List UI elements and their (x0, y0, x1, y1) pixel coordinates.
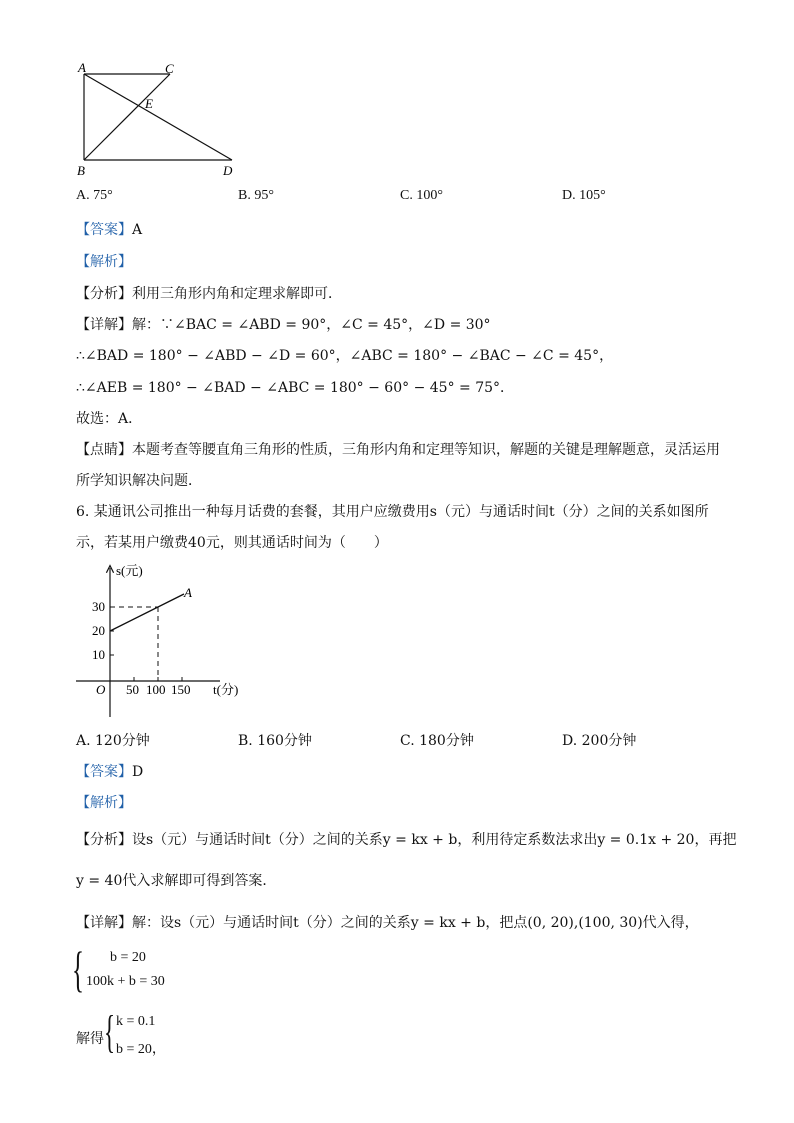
fee-graph (70, 562, 260, 722)
answer-tag: 【答案】 (76, 222, 132, 238)
detail-text: 解：∵∠BAC = ∠ABD = 90°，∠C = 45°，∠D = 30° (132, 317, 491, 333)
x-tick-label-150: 150 (171, 682, 191, 697)
q6-option-a: A. 120分钟 (76, 733, 150, 749)
y-axis-label: s(元) (116, 563, 143, 578)
q5-detail-line-3: ∴∠AEB = 180° − ∠BAD − ∠ABC = 180° − 60° − 45° = 75°． (76, 380, 515, 396)
q6-fenxi-line-2: y = 40代入求解即可得到答案． (76, 873, 277, 889)
segment-ad (84, 74, 232, 160)
system2-line-2: b = 20， (116, 1042, 166, 1057)
y-tick-label-20: 20 (92, 623, 105, 638)
q6-stem-line-1: 6. 某通讯公司推出一种每月话费的套餐，其用户应缴费用s（元）与通话时间t（分）之间的关系如图所 (76, 504, 709, 520)
system1-line-2: 100k + b = 30 (86, 974, 165, 989)
q6-stem-line-2: 示，若某用户缴费40元，则其通话时间为（ ） (76, 535, 388, 551)
answer-value: A (132, 222, 143, 238)
geometry-figure (70, 58, 250, 180)
fenxi-tag: 【分析】 (76, 286, 132, 302)
label-d: D (223, 163, 233, 178)
equation-system-brace: { (72, 941, 84, 997)
q5-option-a: A. 75° (76, 188, 113, 203)
fee-line (110, 594, 184, 631)
point-a-label: A (184, 585, 192, 600)
answer-value: D (132, 764, 144, 780)
detail-tag: 【详解】 (76, 317, 132, 333)
q5-option-d: D. 105° (562, 188, 606, 203)
label-c: C (165, 61, 174, 76)
q6-analysis-tag: 【解析】 (76, 795, 132, 811)
q5-dianjing-line-1 (76, 439, 720, 459)
q5-fenxi-line (76, 283, 342, 303)
detail-text: 解：设s（元）与通话时间t（分）之间的关系y = kx + b，把点(0, 20),(100, 30)代入得， (132, 915, 699, 931)
q6-option-b: B. 160分钟 (238, 733, 312, 749)
dianjing-text: 本题考查等腰直角三角形的性质，三角形内角和定理等知识，解题的关键是理解题意，灵活运用 (132, 442, 720, 458)
q6-option-c: C. 180分钟 (400, 733, 474, 749)
system1-line-1: b = 20 (110, 950, 146, 965)
fenxi-tag: 【分析】 (76, 832, 132, 848)
q5-dianjing-line-2: 所学知识解决问题． (76, 473, 202, 489)
q5-answer-line (76, 219, 142, 239)
answer-tag: 【答案】 (76, 764, 132, 780)
label-e: E (145, 96, 153, 111)
label-b: B (77, 163, 85, 178)
origin-label: O (96, 682, 106, 697)
fenxi-text: 设s（元）与通话时间t（分）之间的关系y = kx + b，利用待定系数法求出y = 0.1x + 20，再把 (132, 832, 737, 848)
x-tick-label-100: 100 (146, 682, 166, 697)
q5-option-c: C. 100° (400, 188, 443, 203)
fenxi-text: 利用三角形内角和定理求解即可． (132, 286, 342, 302)
q5-detail-line-2: ∴∠BAD = 180° − ∠ABD − ∠D = 60°，∠ABC = 180° − ∠BAC − ∠C = 45°， (76, 348, 614, 364)
solution-system-brace: { (104, 1006, 116, 1057)
x-tick-label-50: 50 (126, 682, 139, 697)
q6-answer-line (76, 761, 143, 781)
detail-tag: 【详解】 (76, 915, 132, 931)
q5-analysis-tag: 【解析】 (76, 254, 132, 270)
q6-fenxi-line-1 (76, 829, 736, 849)
solve-prefix: 解得 (76, 1031, 104, 1047)
y-tick-label-30: 30 (92, 599, 105, 614)
q6-detail-line-1 (76, 912, 699, 932)
x-axis-label: t(分) (213, 682, 239, 697)
system2-line-1: k = 0.1 (116, 1014, 156, 1029)
q5-detail-line-1 (76, 314, 491, 334)
label-a: A (78, 60, 86, 75)
q5-choose-line: 故选：A． (76, 411, 143, 427)
q5-option-b: B. 95° (238, 188, 274, 203)
dianjing-tag: 【点睛】 (76, 442, 132, 458)
q6-option-d: D. 200分钟 (562, 733, 637, 749)
y-tick-label-10: 10 (92, 647, 105, 662)
